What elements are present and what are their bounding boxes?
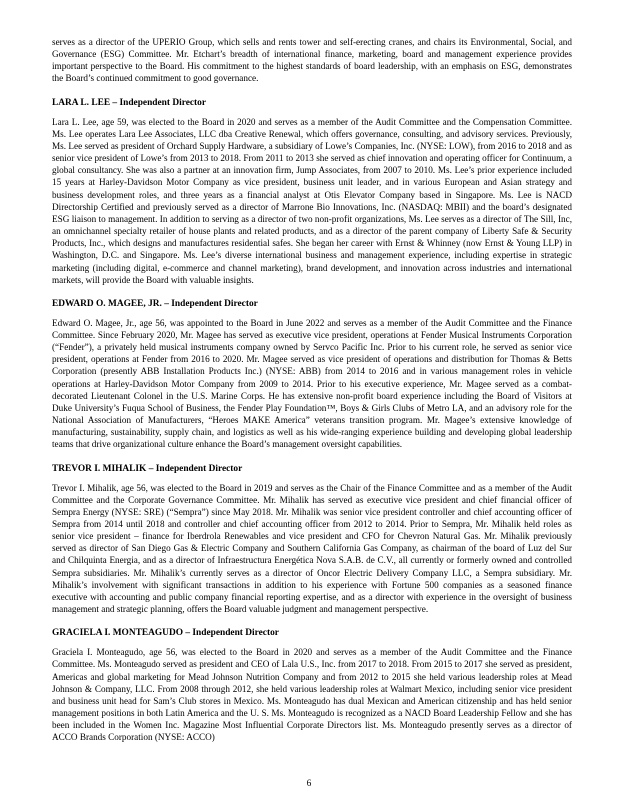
page-number: 6 bbox=[306, 779, 312, 789]
director-heading: EDWARD O. MAGEE, JR. – Independent Director bbox=[52, 298, 258, 309]
director-section-lee bbox=[52, 97, 572, 286]
director-bio: Lara L. Lee, age 59, was elected to the Board in 2020 and serves as a member of the Audit Committee and the Compensation Committee. Ms. Lee operates Lara Lee Associates, LLC dba Creative Renewal, which offers governance, consulting, and advisory services. Previously, Ms. Lee served as president of Orchard Supply Hardware, a subsidiary of Lowe’s Companies, Inc. (NYSE: LOW), from 2016 to 2018 and as senior vice president of Lowe’s from 2013 to 2018. From 2011 to 2013 she served as chief innovation and operating officer for Continuum, a global consultancy. She was also a partner at an innovation firm, Jump Associates, from 2007 to 2010. Ms. Lee’s prior experience included 15 years at Harley-Davidson Motor Company as vice president, business unit leader, and in various European and Asian strategy and business development roles, and three years as a financial analyst at Otis Elevator Company based in Singapore. Ms. Lee is NACD Directorship Certified and previously served as a director of Marrone Bio Innovations, Inc. (NASDAQ: MBII) and the board’s designated ESG liaison to management. In addition to serving as a director of two non-profit organizations, Ms. Lee serves as a director of The Sill, Inc, an omnichannel specialty retailer of house plants and related products, and as a director of the parent company of Liberty Safe & Security Products, Inc., which designs and manufactures residential safes. She began her career with Ernst & Whinney (now Ernst & Young LLP) in Washington, D.C. and Singapore. Ms. Lee’s diverse international business and management experience, including expertise in strategic marketing (including digital, e-commerce and channel marketing), brand development, and innovation across industries and international markets, will provide the Board with valuable insights. bbox=[52, 116, 572, 285]
director-bio: Graciela I. Monteagudo, age 56, was elected to the Board in 2020 and serves as a member of the Audit Committee and the Finance Committee. Ms. Monteagudo served as president and CEO of Lala U.S., Inc. from 2017 to 2018. From 2015 to 2017 she served as president, Americas and global marketing for Mead Johnson Nutrition Company and from 2012 to 2015 she held various leadership roles at Mead Johnson & Company, LLC. From 2008 through 2012, she held various leadership roles at Walmart Mexico, including senior vice president and business unit head for Sam’s Club stores in Mexico. Ms. Monteagudo has dual Mexican and American citizenship and has held senior management positions in both Latin America and the U. S. Ms. Monteagudo is recognized as a NACD Board Leadership Fellow and she has been included in the Women Inc. Magazine Most Influential Corporate Directors list. Ms. Monteagudo presently serves as a director of ACCO Brands Corporation (NYSE: ACCO) bbox=[52, 647, 572, 743]
intro-paragraph: serves as a director of the UPERIO Group, which sells and rents tower and self-erecting cranes, and chairs its Environmental, Social, and Governance (ESG) Committee. Mr. Etchart’s breadth of international finance, marketing, board and management experience provides important perspective to the Board. His commitment to the highest standards of board leadership, with an emphasis on ESG, demonstrates the Board’s continued commitment to good governance. bbox=[52, 37, 572, 84]
director-heading: LARA L. LEE – Independent Director bbox=[52, 97, 207, 108]
director-heading: GRACIELA I. MONTEAGUDO – Independent Director bbox=[52, 628, 279, 639]
director-bio: Edward O. Magee, Jr., age 56, was appointed to the Board in June 2022 and serves as a member of the Audit Committee and the Finance Committee. Since February 2020, Mr. Magee has served as executive vice president, operations at Fender Musical Instruments Corporation (“Fender”), a privately held musical instruments company owned by Servco Pacific Inc. Prior to his current role, he served as senior vice president, operations at Fender from 2016 to 2020. Mr. Magee served as vice president of operations and distribution for Thomas & Betts Corporation (presently ABB Installation Products Inc.) (NYSE: ABB) from 2014 to 2016 and in various management roles in vehicle operations at Harley-Davidson Motor Company from 2009 to 2014. Prior to his executive experience, Mr. Magee served as a combat-decorated Lieutenant Colonel in the U.S. Marine Corps. He has extensive non-profit board experience including the Board of Visitors at Duke University’s Fuqua School of Business, the Fender Play Foundation™, Boys & Girls Clubs of Metro LA, and an advisory role for the National Association of Manufacturers, “Heroes MAKE America” veterans transition program. Mr. Magee’s extensive knowledge of manufacturing, sustainability, supply chain, and logistics as well as his wide-ranging experience building and developing global leadership teams that drive organizational culture enhance the Board’s management oversight capabilities. bbox=[52, 317, 572, 450]
director-section-monteagudo bbox=[52, 627, 572, 743]
director-section-magee bbox=[52, 298, 572, 451]
director-heading: TREVOR I. MIHALIK – Independent Director bbox=[52, 463, 243, 474]
director-bio: Trevor I. Mihalik, age 56, was elected to the Board in 2019 and serves as the Chair of the Finance Committee and as a member of the Audit Committee and the Corporate Governance Committee. Mr. Mihalik has served as executive vice president and chief financial officer of Sempra Energy (NYSE: SRE) (“Sempra”) since May 2018. Mr. Mihalik was senior vice president controller and chief accounting officer of Sempra from 2014 until 2018 and controller and chief accounting officer from 2012 to 2014. Prior to Sempra, Mr. Mihalik held roles as senior vice president – finance for Iberdrola Renewables and vice president and CFO for Chevron Natural Gas. Mr. Mihalik previously served as director of San Diego Gas & Electric Company and Southern California Gas Company, as chairman of the board of Luz del Sur and Chilquinta Energia, and as a director of Infraestructura Energética Nova S.A.B. de C.V., all currently or formerly owned and controlled Sempra subsidiaries. Mr. Mihalik’s currently serves as a director of Oncor Electric Delivery Company LLC, a Sempra subsidiary. Mr. Mihalik’s involvement with significant transactions in addition to his experience with Fortune 500 companies as a seasoned finance executive with accounting and public company financial reporting expertise, and as a director with experience in the oversight of business management and strategic planning, offers the Board valuable judgment and management perspective. bbox=[52, 482, 572, 615]
director-section-mihalik bbox=[52, 463, 572, 616]
document-page bbox=[52, 36, 572, 744]
